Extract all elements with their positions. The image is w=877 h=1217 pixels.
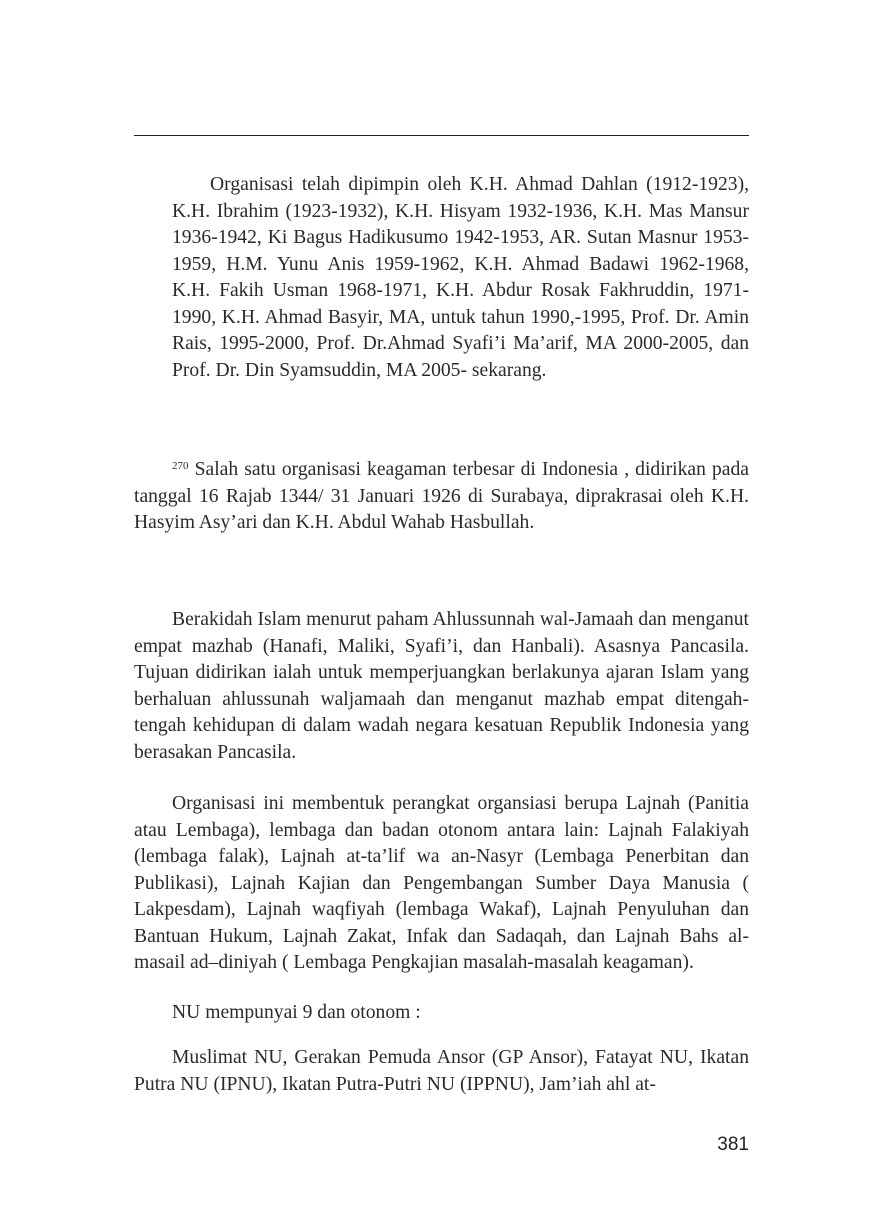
footnote <box>134 457 749 537</box>
body-paragraph-1: Berakidah Islam menurut paham Ahlussunnah wal-Jamaah dan menganut empat mazhab (Hanafi, Maliki, Syafi’i, dan Hanbali). Asasnya Pancasila. Tujuan didirikan ialah untuk memperjuangkan berlakunya ajaran Islam yang berhaluan ahlussunah waljamaah dan menganut mazhab empat ditengah-tengah kehidupan di dalam wadah negara kesatuan Republik Indonesia yang berasakan Pancasila. <box>134 609 749 763</box>
footnote-number: 270 <box>172 460 189 472</box>
footnote-text: Salah satu organisasi keagaman terbesar di Indonesia , didirikan pada tanggal 16 Rajab 1344/ 31 Januari 1926 di Surabaya, diprakrasai oleh K.H. Hasyim Asy’ari dan K.H. Abdul Wahab Hasbullah. <box>134 459 749 533</box>
body-paragraph-2: Organisasi ini membentuk perangkat organsiasi berupa Lajnah (Panitia atau Lembaga), lembaga dan badan otonom antara lain: Lajnah Falakiyah (lembaga falak), Lajnah at-ta’lif wa an-Nasyr (Lembaga Penerbitan dan Publikasi), Lajnah Kajian dan Pengembangan Sumber Daya Manusia ( Lakpesdam), Lajnah waqfiyah (lembaga Wakaf), Lajnah Penyuluhan dan Bantuan Hukum, Lajnah Zakat, Infak dan Sadaqah, dan Lajnah Bahs al-masail ad–diniyah ( Lembaga Pengkajian masalah-masalah keagaman). <box>134 793 749 973</box>
footnote-separator-line <box>134 135 749 136</box>
body-paragraph-4: Muslimat NU, Gerakan Pemuda Ansor (GP Ansor), Fatayat NU, Ikatan Putra NU (IPNU), Ikatan Putra-Putri NU (IPPNU), Jam’iah ahl at- <box>134 1047 749 1095</box>
quote-paragraph: Organisasi telah dipimpin oleh K.H. Ahmad Dahlan (1912-1923), K.H. Ibrahim (1923-1932), K.H. Hisyam 1932-1936, K.H. Mas Mansur 1936-1942, Ki Bagus Hadikusumo 1942-1953, AR. Sutan Masnur 1953-1959, H.M. Yunu Anis 1959-1962, K.H. Ahmad Badawi 1962-1968, K.H. Fakih Usman 1968-1971, K.H. Abdur Rosak Fakhruddin, 1971-1990, K.H. Ahmad Basyir, MA, untuk tahun 1990,-1995, Prof. Dr. Amin Rais, 1995-2000, Prof. Dr.Ahmad Syafi’i Ma’arif, MA 2000-2005, dan Prof. Dr. Din Syamsuddin, MA 2005- sekarang. <box>172 174 749 381</box>
page-number: 381 <box>717 1134 749 1155</box>
body-paragraph-3: NU mempunyai 9 dan otonom : <box>172 1002 421 1023</box>
